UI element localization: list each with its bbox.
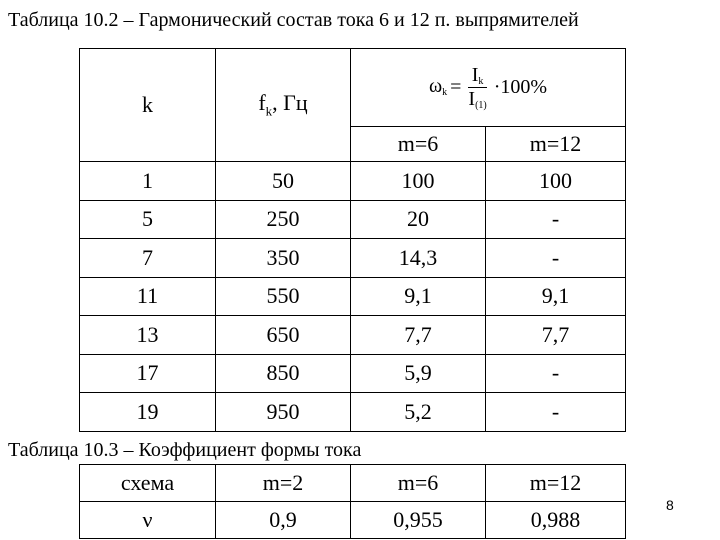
value-m2: 0,9 bbox=[216, 502, 351, 539]
form-factor-header-row bbox=[80, 465, 626, 502]
value-m6: 0,955 bbox=[351, 502, 486, 539]
table-10-3-caption: Таблица 10.3 – Коэффициент формы тока bbox=[8, 439, 362, 461]
m12-value: 7,7 bbox=[486, 316, 626, 355]
harmonic-table-body bbox=[80, 162, 626, 432]
m12-value: - bbox=[486, 200, 626, 239]
k-value: 1 bbox=[80, 162, 216, 201]
formula-denominator bbox=[464, 88, 490, 111]
table-row bbox=[80, 239, 626, 278]
formula-denominator-sub: (1) bbox=[475, 99, 487, 111]
table-row bbox=[80, 354, 626, 393]
header-frequency-unit: , Гц bbox=[272, 90, 308, 116]
table-row bbox=[80, 162, 626, 201]
m12-value: 100 bbox=[486, 162, 626, 201]
table-row bbox=[80, 277, 626, 316]
m12-value: 9,1 bbox=[486, 277, 626, 316]
header-frequency bbox=[216, 49, 351, 162]
frequency-value: 650 bbox=[216, 316, 351, 355]
harmonic-ratio-formula bbox=[429, 64, 547, 111]
k-value: 17 bbox=[80, 354, 216, 393]
formula-omega: ω bbox=[428, 75, 443, 98]
m6-value: 7,7 bbox=[351, 316, 486, 355]
formula-fraction bbox=[464, 64, 490, 111]
table-row bbox=[80, 393, 626, 432]
m6-value: 5,9 bbox=[351, 354, 486, 393]
formula-equals: = bbox=[450, 76, 462, 99]
m6-value: 20 bbox=[351, 200, 486, 239]
frequency-value: 350 bbox=[216, 239, 351, 278]
formula-omega-sub: k bbox=[442, 87, 448, 99]
m6-value: 14,3 bbox=[351, 239, 486, 278]
m6-value: 9,1 bbox=[351, 277, 486, 316]
header-formula bbox=[351, 49, 626, 127]
harmonic-composition-table bbox=[79, 48, 626, 432]
m12-value: - bbox=[486, 393, 626, 432]
formula-denominator-symbol: I bbox=[468, 87, 476, 110]
header-frequency-sub: k bbox=[265, 103, 273, 119]
header-m6: m=6 bbox=[351, 126, 486, 161]
formula-numerator bbox=[468, 64, 488, 88]
frequency-value: 950 bbox=[216, 393, 351, 432]
table-row bbox=[80, 200, 626, 239]
page-number: 8 bbox=[666, 497, 674, 513]
k-value: 11 bbox=[80, 277, 216, 316]
header-m12: m=12 bbox=[486, 465, 626, 502]
header-k: k bbox=[80, 49, 216, 162]
form-factor-table bbox=[79, 464, 626, 539]
header-scheme: схема bbox=[80, 465, 216, 502]
formula-numerator-sub: k bbox=[478, 75, 484, 87]
header-m6: m=6 bbox=[351, 465, 486, 502]
frequency-value: 250 bbox=[216, 200, 351, 239]
m6-value: 100 bbox=[351, 162, 486, 201]
m6-value: 5,2 bbox=[351, 393, 486, 432]
table-row bbox=[80, 316, 626, 355]
row-label-nu: ν bbox=[80, 502, 216, 539]
k-value: 19 bbox=[80, 393, 216, 432]
header-m12: m=12 bbox=[486, 126, 626, 161]
header-frequency-symbol: f bbox=[258, 90, 266, 116]
k-value: 7 bbox=[80, 239, 216, 278]
frequency-value: 550 bbox=[216, 277, 351, 316]
table-10-2-caption: Таблица 10.2 – Гармонический состав тока 6 и 12 п. выпрямителей bbox=[8, 9, 579, 31]
form-factor-value-row bbox=[80, 502, 626, 539]
frequency-value: 850 bbox=[216, 354, 351, 393]
k-value: 5 bbox=[80, 200, 216, 239]
frequency-value: 50 bbox=[216, 162, 351, 201]
m12-value: - bbox=[486, 239, 626, 278]
m12-value: - bbox=[486, 354, 626, 393]
formula-tail: ·100% bbox=[493, 76, 548, 99]
value-m12: 0,988 bbox=[486, 502, 626, 539]
k-value: 13 bbox=[80, 316, 216, 355]
header-m2: m=2 bbox=[216, 465, 351, 502]
formula-numerator-symbol: I bbox=[471, 63, 479, 86]
